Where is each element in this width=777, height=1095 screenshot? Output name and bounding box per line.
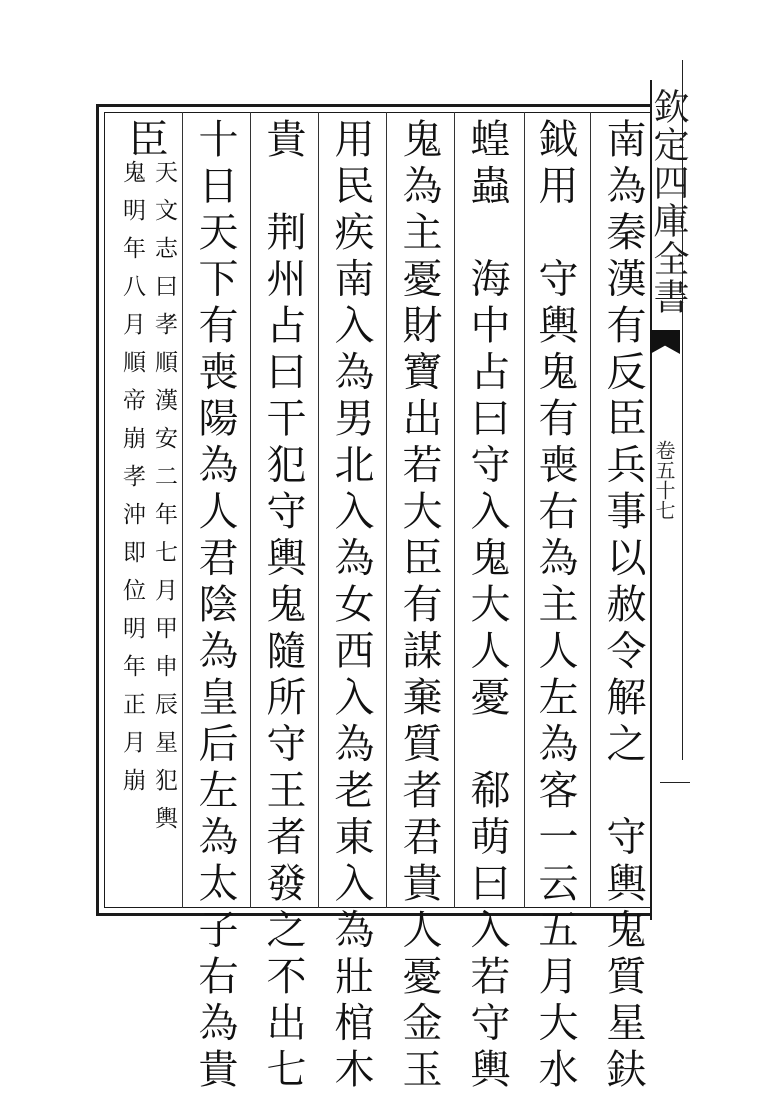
column-rule	[386, 112, 387, 908]
text-column-6: 貴 荆州占曰干犯守輿鬼隨所守王者發之不出七	[260, 118, 306, 1095]
text-column-5: 用民疾南入為男北入為女西入為老東入為壯棺木	[328, 118, 374, 1095]
text-column-7: 十日天下有喪陽為人君陰為皇后左為太子右為貴	[192, 118, 238, 1095]
column-rule	[524, 112, 525, 908]
column-rule	[318, 112, 319, 908]
text-column-4: 鬼為主憂財寶出若大臣有謀棄質者君貴人憂金玉	[396, 118, 442, 1095]
column-rule	[250, 112, 251, 908]
volume-number: 卷五十七	[652, 440, 676, 520]
column-rule	[590, 112, 591, 908]
column-rule	[182, 112, 183, 908]
gutter-tick	[660, 782, 690, 783]
book-title: 欽定四庫全書	[648, 88, 689, 316]
text-column-1: 南為秦漢有反臣兵事以赦令解之 守輿鬼質星鈇	[600, 118, 646, 1095]
annotation-line-2: 鬼明年八月順帝崩孝沖即位明年正月崩	[119, 160, 145, 806]
column-rule	[454, 112, 455, 908]
text-column-2: 鉞用 守輿鬼有喪右為主人左為客一云五月大水	[532, 118, 578, 1095]
text-column-3: 蝗蟲 海中占曰守入鬼大人憂 郗萌曰入若守輿	[464, 118, 510, 1095]
annotation-line-1: 天文志曰孝順漢安二年七月甲申辰星犯輿	[151, 160, 177, 844]
text-column-8: 臣	[122, 118, 168, 165]
